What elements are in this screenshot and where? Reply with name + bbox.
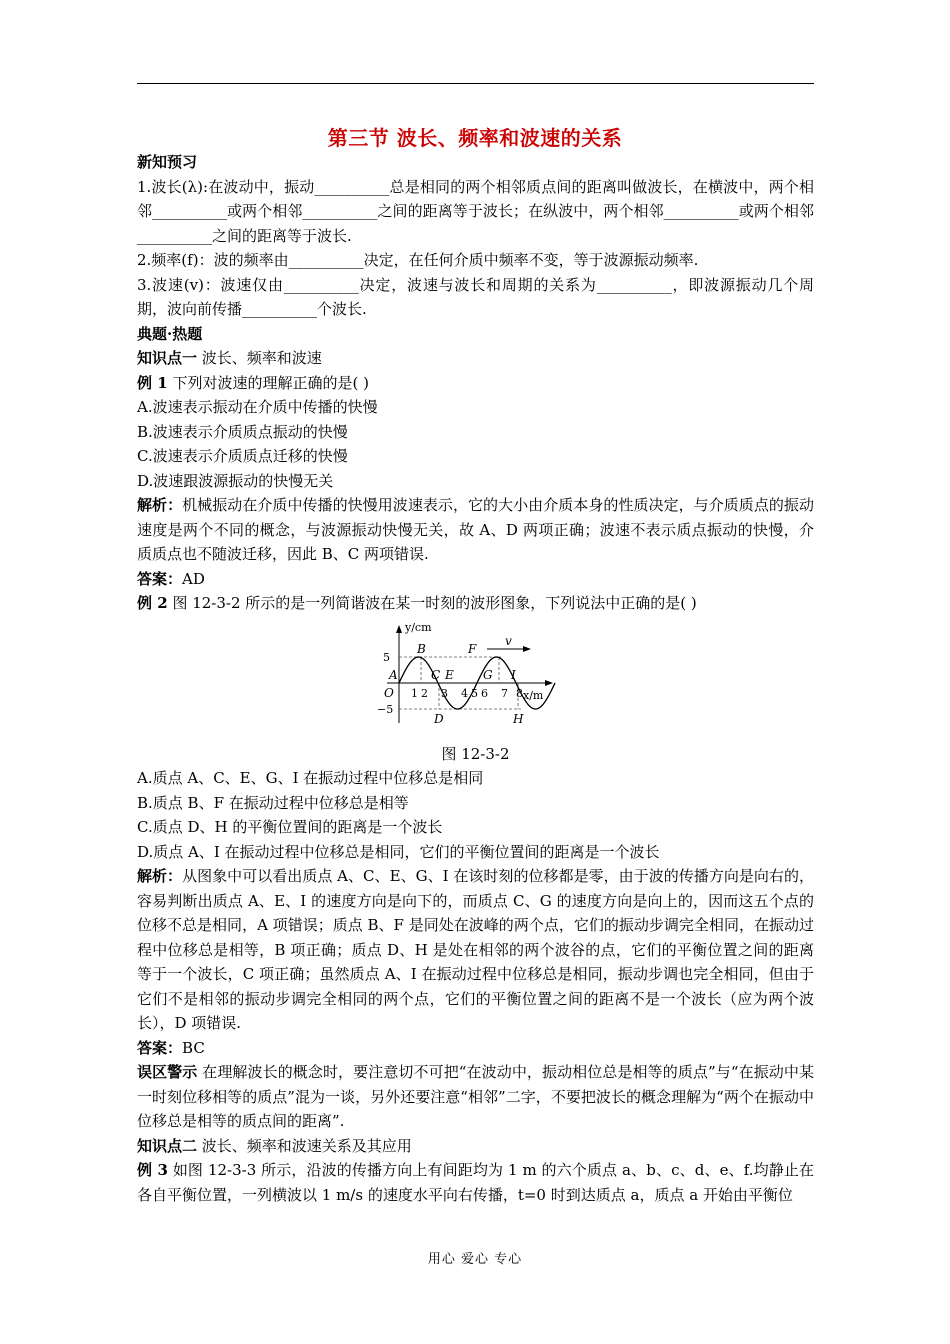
ex1-analysis-text: 机械振动在介质中传播的快慢用波速表示，它的大小由介质本身的性质决定，与介质质点的振动速度是两个不同的概念，与波源振动快慢无关，故 A、D 两项正确；波速不表示质点振动的快慢，介质质点也不随波迁移，因此 B、C 两项错误.: [137, 496, 814, 563]
x-tick-1: 1: [411, 686, 418, 700]
warning-label: 误区警示: [137, 1063, 198, 1081]
ex2-option-d: D.质点 A、I 在振动过程中位移总是相同，它们的平衡位置间的距离是一个波长: [137, 842, 660, 861]
point-b-label: B: [417, 641, 426, 656]
point-i-label: I: [511, 667, 516, 682]
wavelength-text: 在波动中，振动__________总是相同的两个相邻质点间的距离叫做波长，在横波中，两个相邻__________或两个相邻__________之间的距离等于波长；在纵波中，两个相邻__________或两个相邻__________之间的距离等于波长.: [137, 177, 814, 245]
point-a-label: A: [389, 667, 398, 682]
y-axis-arrow: [396, 625, 402, 633]
section-heading-typical: 典题·热题: [137, 324, 203, 343]
page-title: 第三节 波长、频率和波速的关系: [327, 126, 623, 150]
wave-figure: [137, 616, 814, 734]
x-axis-arrow: [545, 680, 553, 686]
kp1-title: 波长、频率和波速: [201, 349, 322, 367]
warning-text: 在理解波长的概念时，要注意切不可把“在波动中，振动相位总是相等的质点”与“在振动中某一时刻位移相等的质点”混为一谈，另外还要注意“相邻”二字，不要把波长的概念理解为“两个在振动中位移总是相等的质点间的距离”.: [137, 1063, 814, 1130]
knowledge-point-2: [137, 1134, 814, 1159]
ex2-analysis-text: 从图象中可以看出质点 A、C、E、G、I 在该时刻的位移都是零，由于波的传播方向是向右的，容易判断出质点 A、E、I 的速度方向是向下的，而质点 C、G 的速度方向是向上的，因而这五个点的位移不总是相同，A 项错误；质点 B、F 是同处在波峰的两个点，它们的振动步调完全相同，在振动过程中位移总是相等，B 项正确；质点 D、H 是处在相邻的两个波谷的点，它们的平衡位置之间的距离等于一个波长，C 项正确；虽然质点 A、I 在振动过程中位移总是相同，振动步调也完全相同，但由于它们不是相邻的振动步调完全相同的两个点，它们的平衡位置之间的距离不是一个波长（应为两个波长），D 项错误.: [137, 867, 814, 1032]
figure-caption: 图 12-3-2: [441, 744, 510, 763]
ex3-text: 如图 12-3-3 所示，沿波的传播方向上有间距均为 1 m 的六个质点 a、b、c、d、e、f.均静止在各自平衡位置，一列横波以 1 m/s 的速度水平向右传播，t=0 时到达质点 a，质点 a 开始由平衡位: [137, 1161, 814, 1204]
y-tick-neg5: −5: [377, 702, 394, 716]
analysis-label: 解析：: [137, 496, 183, 514]
page-footer: 用心 爱心 专心: [427, 1252, 523, 1267]
ex2-option-a: A.质点 A、C、E、G、I 在振动过程中位移总是相同: [137, 769, 484, 787]
ex2-option-c: C.质点 D、H 的平衡位置间的距离是一个波长: [137, 818, 443, 836]
ex1-answer-text: AD: [182, 569, 205, 588]
section-heading-preview: 新知预习: [137, 153, 198, 171]
kp2-title: 波长、频率和波速关系及其应用: [201, 1136, 412, 1155]
velocity-label: v: [505, 633, 512, 648]
x-tick-5: 5: [471, 686, 478, 700]
x-tick-8: 8: [516, 686, 523, 700]
answer-label: 答案：: [137, 569, 183, 588]
analysis-label: 解析：: [137, 867, 183, 885]
point-d-label: D: [434, 711, 444, 726]
x-tick-labels: [411, 687, 523, 700]
x-tick-4: 4: [461, 686, 468, 700]
x-tick-7: 7: [501, 686, 508, 700]
ex1-analysis: [137, 493, 814, 567]
ex3-label: 例 3: [137, 1161, 168, 1179]
ex1-option-c: C.波速表示介质质点迁移的快慢: [137, 447, 348, 465]
wavelength-label: 1.波长(λ):: [137, 177, 209, 196]
ex1-option-d: D.波速跟波源振动的快慢无关: [137, 471, 334, 490]
example-1-question: [137, 371, 814, 396]
paragraph-frequency: 2.频率(f)：波的频率由__________决定，在任何介质中频率不变，等于波源振动频率.: [137, 251, 699, 269]
paragraph-wavelength: [137, 175, 814, 249]
ex2-text: 图 12-3-2 所示的是一列简谐波在某一时刻的波形图象，下列说法中正确的是( ): [172, 594, 697, 612]
x-tick-3: 3: [441, 686, 448, 700]
header-rule: [137, 83, 814, 84]
misconception-warning: [137, 1060, 814, 1134]
ex1-option-b: B.波速表示介质质点振动的快慢: [137, 422, 348, 441]
ex2-answer: [137, 1036, 814, 1061]
ex2-answer-text: BC: [182, 1038, 205, 1057]
y-tick-5: 5: [383, 650, 390, 664]
ex1-text: 下列对波速的理解正确的是( ): [172, 373, 369, 392]
origin-label: O: [384, 685, 394, 700]
x-tick-2: 2: [421, 686, 428, 700]
point-g-label: G: [483, 667, 493, 682]
point-h-label: H: [513, 711, 524, 726]
y-axis-label: y/cm: [405, 620, 432, 634]
ex2-analysis: [137, 864, 814, 1036]
point-c-label: C: [431, 667, 441, 682]
ex1-label: 例 1: [137, 373, 168, 392]
kp2-label: 知识点二: [137, 1136, 198, 1155]
point-e-label: E: [445, 667, 454, 682]
ex1-option-a: A.波速表示振动在介质中传播的快慢: [137, 398, 378, 416]
point-f-label: F: [468, 641, 477, 656]
ex1-answer: [137, 567, 814, 592]
example-3-question: [137, 1158, 814, 1207]
document-body: [137, 150, 814, 1207]
x-axis-label: x/m: [523, 688, 544, 702]
wave-graph: [377, 619, 567, 729]
answer-label: 答案：: [137, 1038, 183, 1057]
ex2-option-b: B.质点 B、F 在振动过程中位移总是相等: [137, 793, 409, 812]
knowledge-point-1: [137, 346, 814, 371]
ex2-label: 例 2: [137, 594, 168, 612]
kp1-label: 知识点一: [137, 349, 198, 367]
paragraph-wave-speed: 3.波速(v)：波速仅由__________决定，波速与波长和周期的关系为__________，即波源振动几个周期，波向前传播__________个波长.: [137, 275, 814, 318]
example-2-question: [137, 591, 814, 616]
velocity-arrow-head: [523, 646, 531, 652]
x-tick-6: 6: [481, 686, 488, 700]
